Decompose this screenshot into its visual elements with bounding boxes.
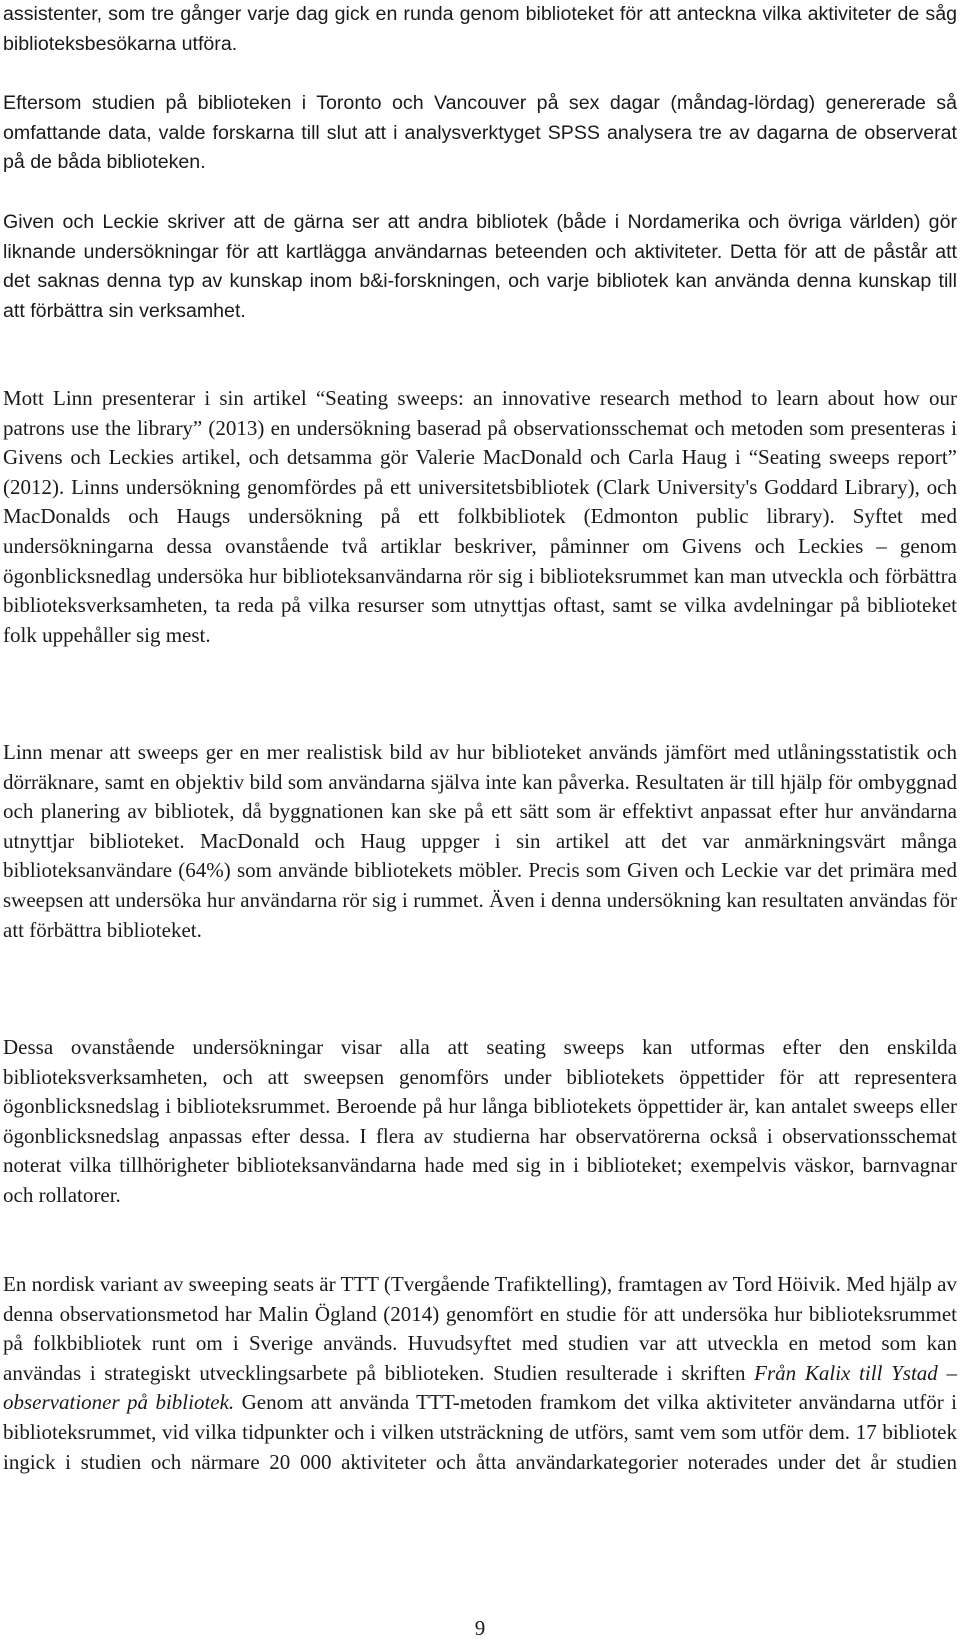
paragraph-continuation: assistenter, som tre gånger varje dag gick en runda genom biblioteket för att anteckna vilka aktiviteter de såg biblioteksbesökarna utföra. [3, 3, 957, 55]
paragraph-seating-sweeps-summary: Dessa ovanstående undersökningar visar alla att seating sweeps kan utformas efter den enskilda biblioteksverksamheten, och att sweepsen genomförs under bibliotekets öppettider för att representera ögonblicksnedslag i biblioteksrummet. Beroende på hur långa bibliotekets öppettider är, kan antalet sweeps eller ögonblicksnedslag anpassas efter dessa. I flera av studierna har observatörerna också i observationsschemat noterat vilka tillhörigheter biblioteksanvändarna hade med sig in i biblioteket; exempelvis väskor, barnvagnar och rollatorer. [3, 1035, 957, 1207]
paragraph-linn-sweeps: Linn menar att sweeps ger en mer realistisk bild av hur biblioteket används jämfört med utlåningsstatistik och dörräknare, samt en objektiv bild som användarna själva inte kan påverka. Resultaten är till hjälp för ombyggnad och planering av bibliotek, då byggnationen kan ske på ett sätt som är effektivt anpassat efter hur användarna utnyttjar biblioteket. MacDonald och Haug uppger i sin artikel att det var anmärkningsvärt många biblioteksanvändare (64%) som använde bibliotekets möbler. Precis som Given och Leckie var det primära med sweepsen att undersöka hur användarna rör sig i rummet. Även i denna undersökning kan resultaten användas för att förbättra biblioteket. [3, 740, 957, 942]
page-number: 9 [474, 1616, 486, 1640]
paragraph-mott-linn: Mott Linn presenterar i sin artikel “Seating sweeps: an innovative research method to learn about how our patrons use the library” (2013) en undersökning baserad på observationsschemat och metoden som presenteras i Givens och Leckies artikel, och detsamma gör Valerie MacDonald och Carla Haug i “Seating sweeps report” (2012). Linns undersökning genomfördes på ett universitetsbibliotek (Clark University's Goddard Library), och MacDonalds och Haugs undersökning på ett folkbibliotek (Edmonton public library). Syftet med undersökningarna dessa ovanstående två artiklar beskriver, påminner om Givens och Leckies – genom ögonblicksnedlag undersöka hur biblioteksanvändarna rör sig i biblioteksrummet kan man utveckla och förbättra biblioteksverksamheten, ta reda på vilka resurser som utnyttjas oftast, samt se vilka avdelningar på biblioteket folk uppehåller sig mest. [3, 386, 957, 647]
paragraph-nordic-text-before: En nordisk variant av sweeping seats är TTT (Tvergående Trafiktelling), framtagen av Tord Höivik. Med hjälp av denna observationsmetod har Malin Ögland (2014) genomfört en studie för att undersöka hur biblioteksrummet på folkbibliotek runt om i Sverige används. Huvudsyftet med studien var att utveckla en metod som kan användas i strategiskt utvecklingsarbete på biblioteken. Studien resulterade i skriften [3, 1272, 957, 1385]
paragraph-nordic-text-after: Genom att använda TTT-metoden framkom det vilka aktiviteter användarna utför i biblioteksrummet, vid vilka tidpunkter och i vilken utsträckning de utförs, samt vem som utför dem. 17 bibliotek ingick i studien och närmare 20 000 aktiviteter och åtta användarkategorier noterades under det år studien [3, 1390, 957, 1474]
paragraph-nordic-variant [3, 1270, 957, 1477]
paragraph-study-data: Eftersom studien på biblioteken i Toronto och Vancouver på sex dagar (måndag-lördag) genererade så omfattande data, valde forskarna till slut att i analysverktyget SPSS analysera tre av dagarna de observerat på de båda biblioteken. [3, 92, 957, 174]
publication-title: Från Kalix till Ystad – observationer på bibliotek. [3, 1360, 957, 1415]
paragraph-given-leckie: Given och Leckie skriver att de gärna ser att andra bibliotek (både i Nordamerika och övriga världen) gör liknande undersökningar för att kartlägga användarnas beteenden och aktiviteter. Detta för att de påstår att det saknas denna typ av kunskap inom b&i-forskningen, och varje bibliotek kan använda denna kunskap till att förbättra sin verksamhet. [3, 211, 957, 322]
